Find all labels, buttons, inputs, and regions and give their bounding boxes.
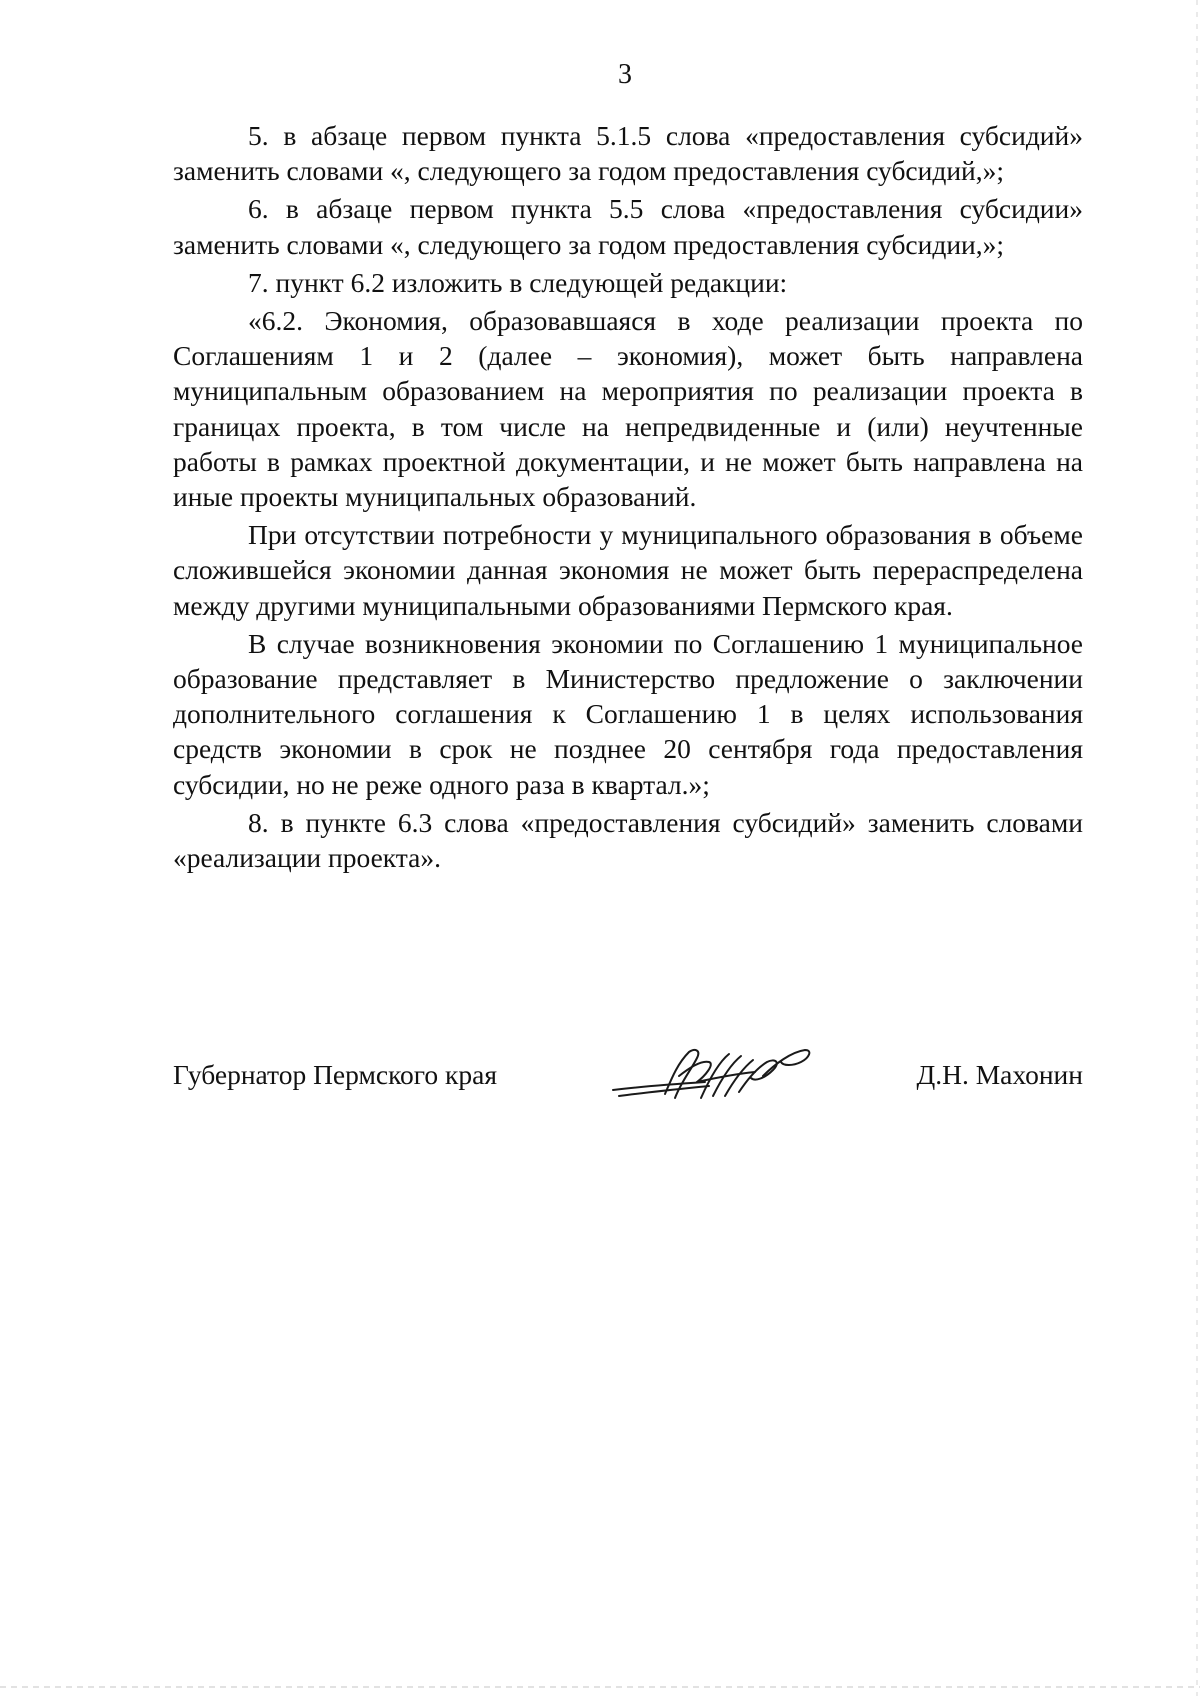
document-body [173, 118, 1083, 878]
paragraph-clause-6-2: «6.2. Экономия, образовавшаяся в ходе реализации проекта по Соглашениям 1 и 2 (далее – экономия), может быть направлена муниципальным образованием на мероприятия по реализации проекта в границах проекта, в том числе на непредвиденные и (или) неучтенные работы в рамках проектной документации, и не может быть направлена на иные проекты муниципальных образований. [173, 305, 1083, 513]
signatory-name: Д.Н. Махонин [916, 1059, 1083, 1090]
signature-block [173, 1050, 1083, 1120]
signatory-position: Губернатор Пермского края [173, 1059, 497, 1090]
paragraph-no-need: При отсутствии потребности у муниципального образования в объеме сложившейся экономии данная экономия не может быть перераспределена между другими муниципальными образованиями Пермского края. [173, 519, 1083, 621]
paragraph-item-5: 5. в абзаце первом пункта 5.1.5 слова «предоставления субсидий» заменить словами «, следующего за годом предоставления субсидий,»; [173, 120, 1083, 187]
handwritten-signature [605, 1042, 825, 1112]
paragraph-item-7: 7. пункт 6.2 изложить в следующей редакции: [248, 266, 788, 298]
paragraph-item-8: 8. в пункте 6.3 слова «предоставления субсидий» заменить словами «реализации проекта». [173, 806, 1083, 874]
paragraph-item-6: 6. в абзаце первом пункта 5.5 слова «предоставления субсидии» заменить словами «, следующего за годом предоставления субсидии,»; [173, 193, 1083, 260]
page-number: 3 [618, 59, 632, 90]
paragraph-savings-case: В случае возникновения экономии по Соглашению 1 муниципальное образование представляет в Министерство предложение о заключении дополнительного соглашения к Соглашению 1 в целях использования средств экономии в срок не позднее 20 сентября года предоставления субсидии, но не реже одного раза в квартал.»; [173, 627, 1083, 800]
scan-artifact-right [1196, 0, 1198, 1696]
scan-artifact-bottom [0, 1686, 1200, 1688]
